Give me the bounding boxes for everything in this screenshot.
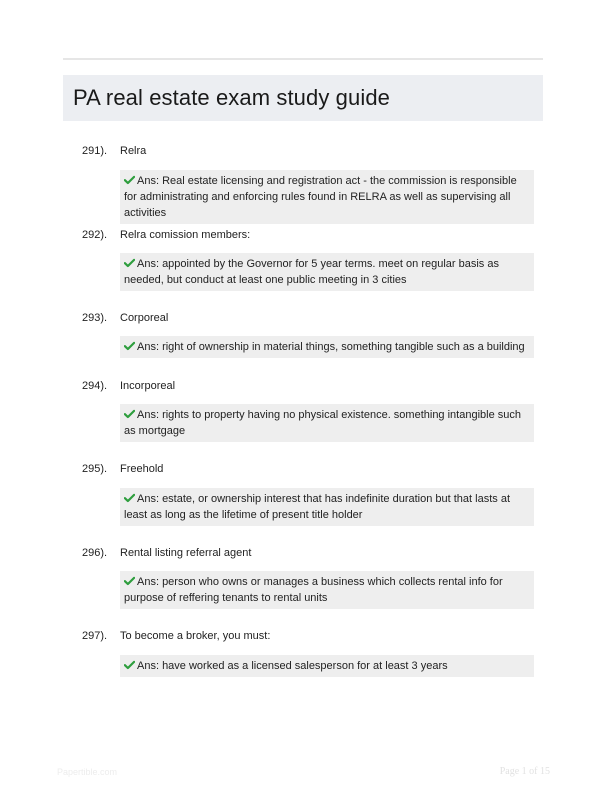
question-number: 297).	[82, 630, 108, 642]
question-number: 294).	[82, 380, 108, 392]
answer-box	[120, 404, 534, 442]
checkmark-icon	[124, 660, 135, 670]
answer-box	[120, 170, 534, 224]
checkmark-icon	[124, 341, 135, 351]
answer-text: Ans: have worked as a licensed salesperson for at least 3 years	[137, 660, 448, 672]
answer-box	[120, 571, 534, 609]
answer-box	[120, 655, 534, 677]
checkmark-icon	[124, 258, 135, 268]
question-text: To become a broker, you must:	[120, 630, 271, 642]
answer-box	[120, 336, 534, 358]
question-text: Rental listing referral agent	[120, 547, 252, 559]
answer-text: Ans: rights to property having no physical existence. something intangible such as mortgage	[124, 409, 521, 437]
checkmark-icon	[124, 576, 135, 586]
answer-text: Ans: right of ownership in material things, something tangible such as a building	[137, 341, 525, 353]
question-number: 295).	[82, 463, 108, 475]
page-indicator: Page 1 of 15	[499, 766, 550, 777]
answer-text: Ans: estate, or ownership interest that has indefinite duration but that lasts at least as long as the lifetime of present title holder	[124, 493, 510, 521]
answer-text: Ans: Real estate licensing and registration act - the commission is responsible for administrating and enforcing rules found in RELRA as well as supervising all activities	[124, 175, 517, 219]
answer-box	[120, 253, 534, 291]
question-text: Relra	[120, 145, 147, 157]
checkmark-icon	[124, 493, 135, 503]
question-text: Relra comission members:	[120, 229, 251, 241]
checkmark-icon	[124, 409, 135, 419]
question-number: 293).	[82, 312, 108, 324]
answer-text: Ans: person who owns or manages a business which collects rental info for purpose of reffering tenants to rental units	[124, 576, 503, 604]
answer-box	[120, 488, 534, 526]
question-number: 291).	[82, 145, 108, 157]
page-title: PA real estate exam study guide	[73, 85, 390, 110]
title-banner	[63, 75, 543, 121]
question-number: 292).	[82, 229, 108, 241]
question-text: Freehold	[120, 463, 164, 475]
question-text: Incorporeal	[120, 380, 176, 392]
top-divider	[63, 58, 543, 60]
question-number: 296).	[82, 547, 108, 559]
checkmark-icon	[124, 175, 135, 185]
answer-text: Ans: appointed by the Governor for 5 year terms. meet on regular basis as needed, but conduct at least one public meeting in 3 cities	[124, 258, 499, 286]
question-text: Corporeal	[120, 312, 169, 324]
footer-watermark: Papertible.com	[57, 767, 118, 777]
